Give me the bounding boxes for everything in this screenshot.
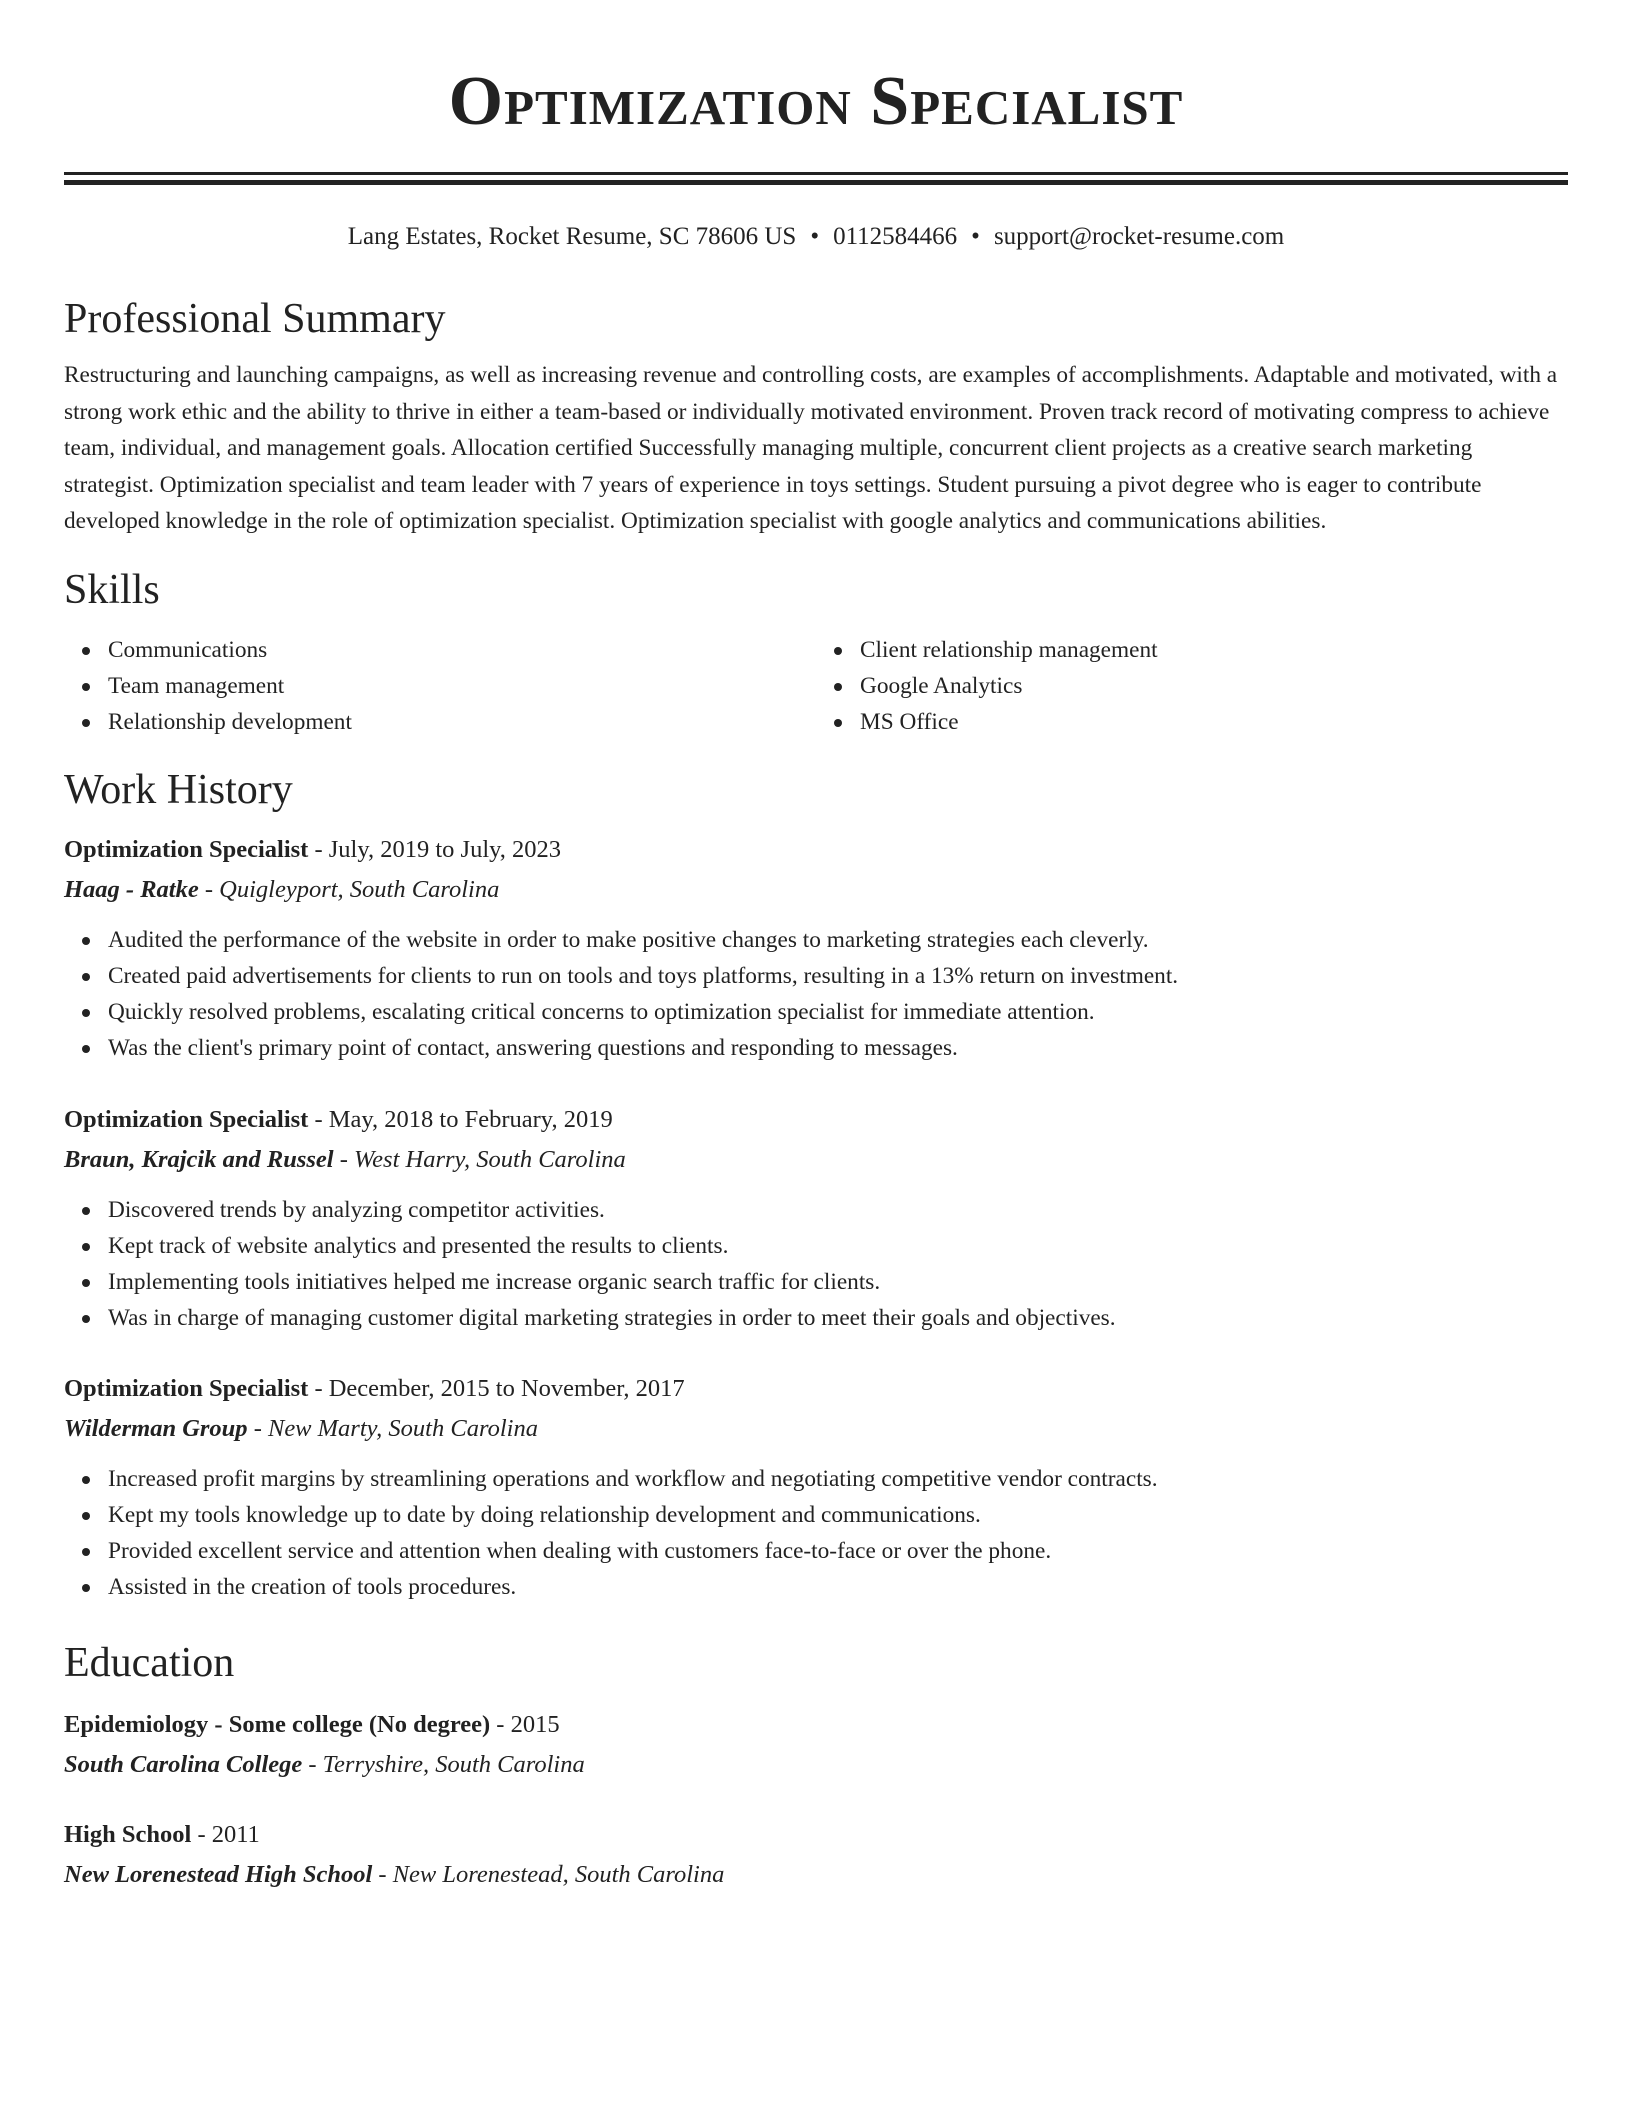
- contact-address: Lang Estates, Rocket Resume, SC 78606 US: [347, 223, 797, 250]
- education-location: - Terryshire, South Carolina: [302, 1750, 585, 1778]
- resume-name-title: Optimization Specialist: [448, 63, 1184, 140]
- education-school: South Carolina College: [64, 1750, 303, 1778]
- job-entry: [64, 1369, 1568, 1605]
- job-bullet: Quickly resolved problems, escalating critical concerns to optimization specialist for immediate attention.: [108, 994, 1568, 1030]
- job-title-line: [64, 830, 1568, 870]
- contact-separator: •: [971, 223, 980, 250]
- education-heading: Education: [64, 1639, 235, 1686]
- header-rule-top: [64, 172, 1568, 175]
- skills-heading: Skills: [64, 566, 160, 613]
- job-bullet: Created paid advertisements for clients to run on tools and toys platforms, resulting in a 13% return on investment.: [108, 958, 1568, 994]
- job-bullets: [64, 1192, 1568, 1336]
- job-location: - New Marty, South Carolina: [247, 1414, 538, 1442]
- skill-item: Client relationship management: [860, 632, 1568, 668]
- education-year: - 2015: [490, 1710, 560, 1738]
- work-history-heading: Work History: [64, 766, 293, 813]
- education-location: - New Lorenestead, South Carolina: [372, 1860, 725, 1888]
- job-bullet: Discovered trends by analyzing competitor activities.: [108, 1192, 1568, 1228]
- job-company-line: [64, 1409, 1568, 1449]
- education-year: - 2011: [191, 1820, 260, 1848]
- job-title: Optimization Specialist: [64, 835, 309, 863]
- contact-separator: •: [810, 223, 820, 250]
- job-company: Wilderman Group: [64, 1414, 248, 1442]
- education-entry: [64, 1705, 1568, 1785]
- job-company: Haag - Ratke: [64, 875, 199, 903]
- education-degree: High School: [64, 1820, 192, 1848]
- job-dates: - July, 2019 to July, 2023: [308, 835, 562, 863]
- job-bullet: Increased profit margins by streamlining operations and workflow and negotiating competitive vendor contracts.: [108, 1461, 1568, 1497]
- education-entry: [64, 1815, 1568, 1895]
- job-dates: - December, 2015 to November, 2017: [308, 1374, 685, 1402]
- summary-heading: Professional Summary: [64, 296, 446, 342]
- education-school-line: [64, 1855, 1568, 1895]
- job-entry: [64, 1100, 1568, 1336]
- job-bullets: [64, 1461, 1568, 1605]
- education-degree-line: [64, 1815, 1568, 1855]
- skill-item: Team management: [108, 668, 816, 704]
- job-company: Braun, Krajcik and Russel: [64, 1145, 334, 1173]
- job-bullet: Audited the performance of the website in order to make positive changes to marketing strategies each cleverly.: [108, 922, 1568, 958]
- education-school: New Lorenestead High School: [64, 1860, 373, 1888]
- education-school-line: [64, 1745, 1568, 1785]
- contact-phone: 0112584466: [833, 223, 958, 250]
- skill-item: Google Analytics: [860, 668, 1568, 704]
- skills-list: [64, 632, 1568, 740]
- job-title-line: [64, 1369, 1568, 1409]
- education-degree: Epidemiology - Some college (No degree): [64, 1710, 491, 1738]
- contact-line: [64, 221, 1568, 253]
- skill-item: MS Office: [860, 704, 1568, 740]
- summary-text: Restructuring and launching campaigns, as well as increasing revenue and controlling costs, are examples of accomplishments. Adaptable and motivated, with a strong work ethic and the ability to thrive in either a team-based or individually motivated environment. Proven track record of motivating compress to achieve team, individual, and management goals. Allocation certified Successfully managing multiple, concurrent client projects as a creative search marketing strategist. Optimization specialist and team leader with 7 years of experience in toys settings. Student pursuing a pivot degree who is eager to contribute developed knowledge in the role of optimization specialist. Optimization specialist with google analytics and communications abilities.: [64, 362, 1558, 534]
- skills-column-right: [816, 632, 1568, 740]
- job-title: Optimization Specialist: [64, 1374, 309, 1402]
- job-company-line: [64, 1140, 1568, 1180]
- job-entry: [64, 830, 1568, 1066]
- job-bullet: Was the client's primary point of contact, answering questions and responding to messages.: [108, 1030, 1568, 1066]
- job-company-line: [64, 870, 1568, 910]
- job-bullet: Kept my tools knowledge up to date by doing relationship development and communications.: [108, 1497, 1568, 1533]
- job-location: - West Harry, South Carolina: [333, 1145, 626, 1173]
- job-dates: - May, 2018 to February, 2019: [308, 1105, 613, 1133]
- job-bullet: Was in charge of managing customer digital marketing strategies in order to meet their goals and objectives.: [108, 1300, 1568, 1336]
- contact-email: support@rocket-resume.com: [993, 223, 1285, 250]
- job-location: - Quigleyport, South Carolina: [198, 875, 500, 903]
- job-bullet: Provided excellent service and attention when dealing with customers face-to-face or over the phone.: [108, 1533, 1568, 1569]
- job-bullet: Implementing tools initiatives helped me increase organic search traffic for clients.: [108, 1264, 1568, 1300]
- education-degree-line: [64, 1705, 1568, 1745]
- skill-item: Communications: [108, 632, 816, 668]
- skill-item: Relationship development: [108, 704, 816, 740]
- job-bullet: Kept track of website analytics and presented the results to clients.: [108, 1228, 1568, 1264]
- header-rule-bottom: [64, 180, 1568, 185]
- skills-column-left: [64, 632, 816, 740]
- job-title-line: [64, 1100, 1568, 1140]
- job-title: Optimization Specialist: [64, 1105, 309, 1133]
- job-bullets: [64, 922, 1568, 1066]
- job-bullet: Assisted in the creation of tools procedures.: [108, 1569, 1568, 1605]
- resume-page: [64, 0, 1568, 1895]
